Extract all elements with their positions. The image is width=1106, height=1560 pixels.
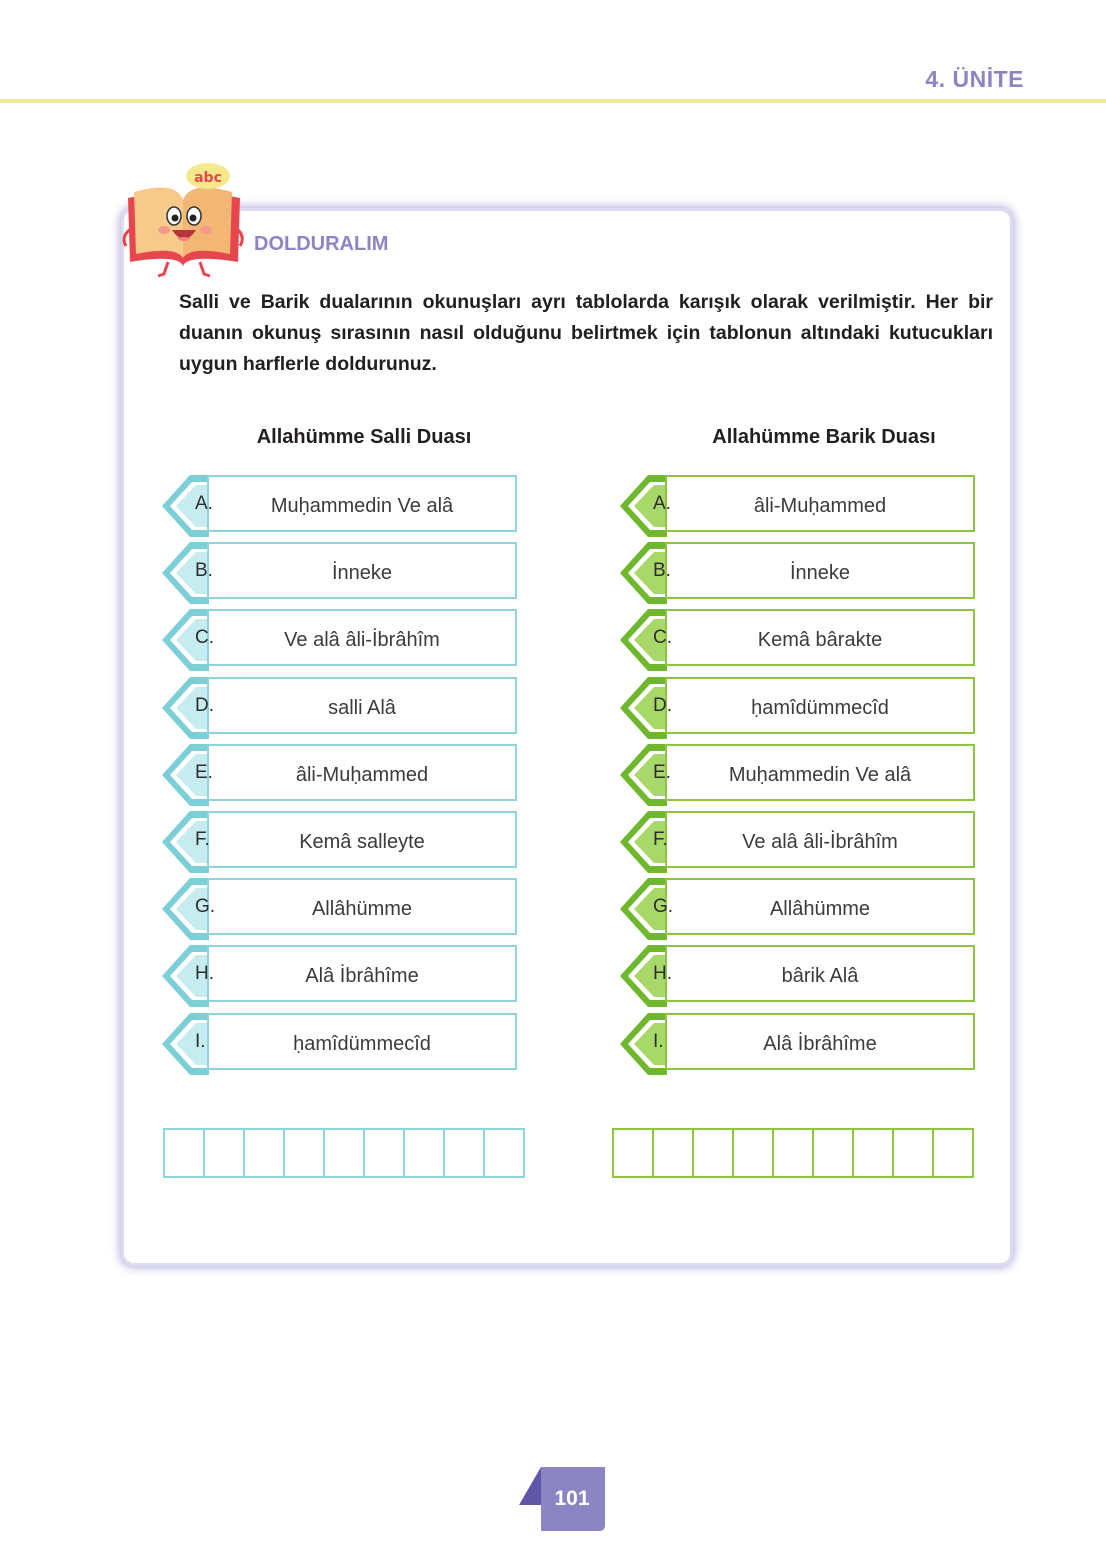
salli-text-box: Ve alâ âli-İbrâhîm bbox=[207, 609, 517, 666]
barik-letter: F. bbox=[653, 829, 668, 850]
barik-letter: D. bbox=[653, 694, 672, 716]
salli-text-box: âli-Muḥammed bbox=[207, 744, 517, 801]
salli-answer-cell[interactable] bbox=[403, 1128, 445, 1178]
salli-letter: I. bbox=[195, 1030, 206, 1052]
salli-answer-cell[interactable] bbox=[283, 1128, 325, 1178]
barik-letter: C. bbox=[653, 627, 672, 649]
barik-text-box: Muḥammedin Ve alâ bbox=[665, 744, 975, 801]
barik-text-box: İnneke bbox=[665, 542, 975, 599]
barik-row bbox=[620, 677, 980, 737]
barik-title: Allahümme Barik Duası bbox=[712, 426, 936, 448]
barik-text-box: bârik Alâ bbox=[665, 945, 975, 1002]
salli-letter: A. bbox=[195, 493, 213, 514]
barik-row bbox=[620, 1013, 980, 1073]
salli-answer-cell[interactable] bbox=[323, 1128, 365, 1178]
barik-text-box: Ve alâ âli-İbrâhîm bbox=[665, 811, 975, 868]
salli-row bbox=[162, 677, 522, 737]
salli-answer-cell[interactable] bbox=[243, 1128, 285, 1178]
salli-answer-cell[interactable] bbox=[163, 1128, 205, 1178]
salli-text-box: İnneke bbox=[207, 542, 517, 599]
salli-text-box: Alâ İbrâhîme bbox=[207, 945, 517, 1002]
barik-row bbox=[620, 542, 980, 602]
salli-row bbox=[162, 542, 522, 602]
barik-letter: I. bbox=[653, 1030, 664, 1052]
salli-text-box: Muḥammedin Ve alâ bbox=[207, 475, 517, 532]
salli-row bbox=[162, 1013, 522, 1073]
book-mascot-icon bbox=[118, 158, 248, 280]
barik-row bbox=[620, 475, 980, 535]
salli-row bbox=[162, 945, 522, 1005]
barik-answer-cell[interactable] bbox=[612, 1128, 654, 1178]
instruction-text: Salli ve Barik dualarının okunuşları ayrı tablolarda karışık olarak verilmiştir. Her bir duanın okunuş sırasının nasıl olduğunu belirtmek için tablonun altındaki kutucukları uygun harflerle doldurunuz. bbox=[179, 291, 993, 375]
barik-answer-cell[interactable] bbox=[892, 1128, 934, 1178]
barik-answer-cell[interactable] bbox=[932, 1128, 974, 1178]
barik-row bbox=[620, 811, 980, 871]
salli-letter: C. bbox=[195, 627, 214, 649]
barik-text-box: Kemâ bârakte bbox=[665, 609, 975, 666]
barik-row bbox=[620, 609, 980, 669]
salli-letter: D. bbox=[195, 694, 214, 716]
barik-letter: B. bbox=[653, 560, 671, 582]
salli-text-box: Kemâ salleyte bbox=[207, 811, 517, 868]
barik-letter: H. bbox=[653, 963, 672, 985]
salli-answer-cell[interactable] bbox=[443, 1128, 485, 1178]
barik-text-box: Alâ İbrâhîme bbox=[665, 1013, 975, 1070]
barik-answer-cell[interactable] bbox=[652, 1128, 694, 1178]
salli-row bbox=[162, 475, 522, 535]
salli-letter: B. bbox=[195, 560, 213, 582]
salli-answer-cell[interactable] bbox=[203, 1128, 245, 1178]
barik-text-box: Allâhümme bbox=[665, 878, 975, 935]
salli-answer-cell[interactable] bbox=[363, 1128, 405, 1178]
barik-letter: E. bbox=[653, 761, 671, 783]
page-number: 101 bbox=[554, 1487, 590, 1510]
barik-row bbox=[620, 878, 980, 938]
salli-row bbox=[162, 744, 522, 804]
salli-text-box: salli Alâ bbox=[207, 677, 517, 734]
salli-text-box: ḥamîdümmecîd bbox=[207, 1013, 517, 1070]
header-divider bbox=[0, 99, 1106, 103]
salli-text-box: Allâhümme bbox=[207, 878, 517, 935]
salli-row bbox=[162, 878, 522, 938]
salli-answer-cell[interactable] bbox=[483, 1128, 525, 1178]
salli-letter: H. bbox=[195, 963, 214, 985]
barik-answer-cell[interactable] bbox=[772, 1128, 814, 1178]
barik-answer-cell[interactable] bbox=[732, 1128, 774, 1178]
barik-row bbox=[620, 945, 980, 1005]
barik-answer-boxes bbox=[612, 1128, 974, 1180]
barik-text-box: ḥamîdümmecîd bbox=[665, 677, 975, 734]
section-title: DOLDURALIM bbox=[254, 233, 389, 255]
salli-answer-boxes bbox=[163, 1128, 525, 1180]
salli-row bbox=[162, 811, 522, 871]
salli-title: Allahümme Salli Duası bbox=[256, 426, 472, 448]
barik-answer-cell[interactable] bbox=[812, 1128, 854, 1178]
barik-answer-cell[interactable] bbox=[692, 1128, 734, 1178]
barik-text-box: âli-Muḥammed bbox=[665, 475, 975, 532]
unit-label: 4. ÜNİTE bbox=[925, 66, 1024, 92]
salli-letter: G. bbox=[195, 896, 216, 918]
barik-row bbox=[620, 744, 980, 804]
barik-answer-cell[interactable] bbox=[852, 1128, 894, 1178]
barik-letter: A. bbox=[653, 493, 671, 514]
salli-row bbox=[162, 609, 522, 669]
salli-letter: F. bbox=[195, 829, 210, 850]
barik-letter: G. bbox=[653, 896, 674, 918]
mascot-abc-text: abc bbox=[194, 170, 222, 186]
salli-letter: E. bbox=[195, 761, 213, 783]
